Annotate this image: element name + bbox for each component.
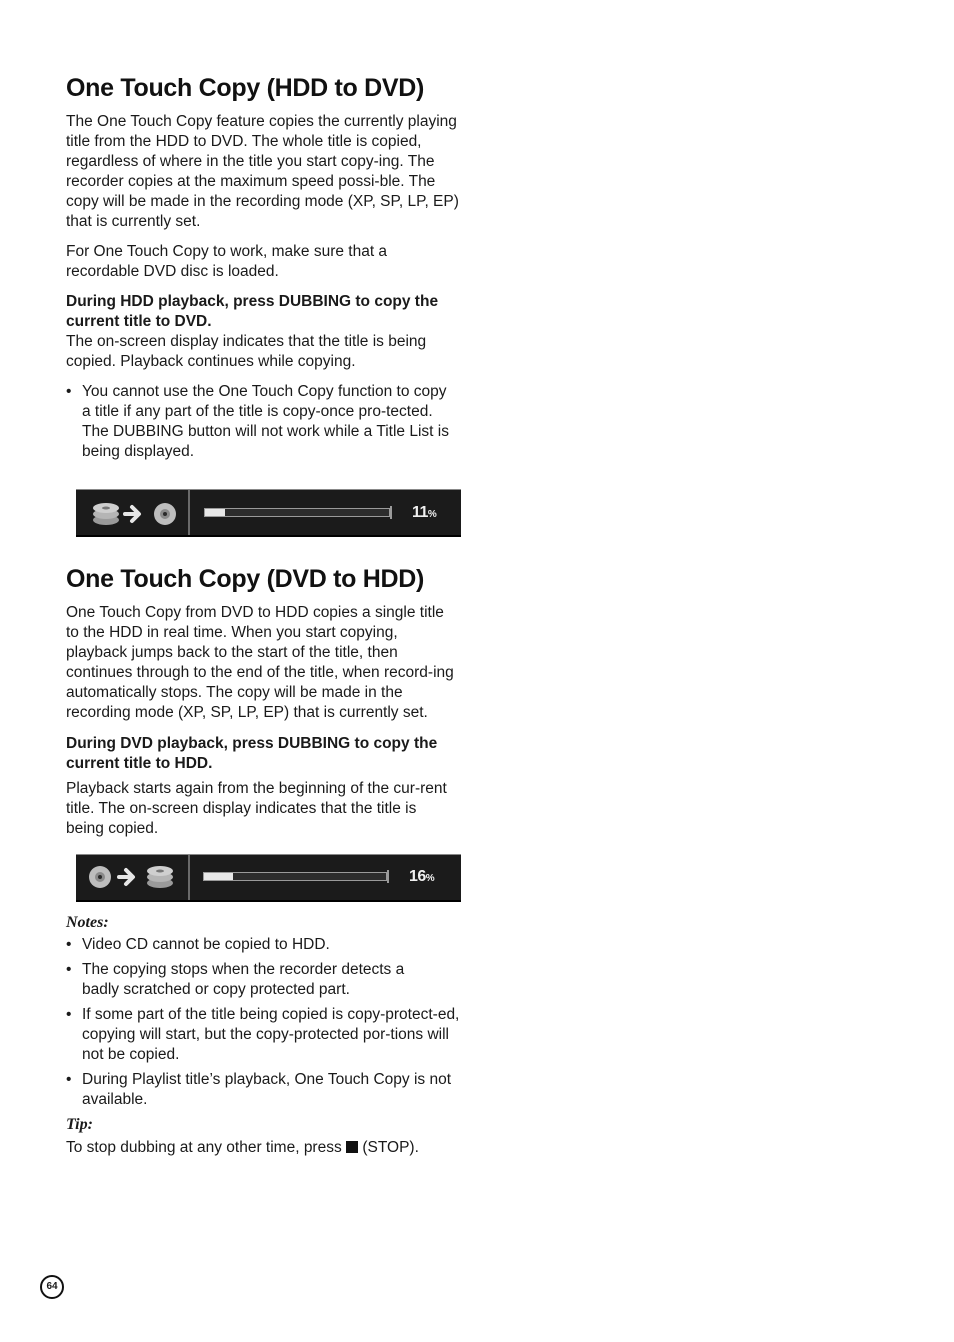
list-item: [66, 382, 452, 462]
dvd-disc-icon: [154, 503, 176, 525]
osd-description: The on-screen display indicates that the title is being copied. Playback continues while copying.: [66, 333, 427, 370]
notes-list: [66, 935, 466, 1110]
notes-heading: Notes:: [66, 914, 109, 931]
arrow-right-icon: [119, 870, 133, 884]
section-dvd-to-hdd: [66, 564, 466, 839]
list-item: • If some part of the title being copied is copy-protect-ed, copying will start, but the copy-protected por-tions will not be copied.: [66, 1005, 466, 1065]
osd-copy-progress-hdd-to-dvd: [76, 489, 461, 537]
intro-paragraph: The One Touch Copy feature copies the currently playing title from the HDD to DVD. The whole title is copied, regardless of where in the title you start copy-ing. The recorder copies at the maximum speed possi-ble. The copy will be made in the recording mode (XP, SP, LP, EP) that is currently set.: [66, 113, 459, 230]
osd-icons: [76, 855, 190, 900]
progress-percent: [409, 868, 434, 886]
section-title: One Touch Copy (DVD to HDD): [66, 565, 425, 593]
progress-bar-end: [390, 506, 392, 519]
notes-section: [66, 913, 466, 1158]
list-item: • Video CD cannot be copied to HDD.: [66, 935, 466, 955]
section-title: One Touch Copy (HDD to DVD): [66, 74, 425, 102]
progress-bar: [203, 872, 387, 881]
percent-value: 16: [409, 868, 426, 885]
progress-bar-end: [387, 870, 389, 883]
progress-fill: [204, 873, 233, 880]
percent-unit: %: [427, 509, 437, 520]
osd-copy-progress-dvd-to-hdd: [76, 854, 461, 902]
intro-paragraph: One Touch Copy from DVD to HDD copies a single title to the HDD in real time. When you start copying, playback jumps back to the start of the title, then continues through to the end of the title, when record-ing automatically stops. The copy will be made in the recording mode (XP, SP, LP, EP) that is currently set.: [66, 604, 454, 721]
section-hdd-to-dvd: [66, 73, 466, 462]
instruction-text: During DVD playback, press DUBBING to copy the current title to HDD.: [66, 735, 438, 772]
progress-fill: [205, 509, 225, 516]
dvd-disc-icon: [89, 866, 111, 888]
caution-list: [66, 382, 466, 462]
hdd-icon: [147, 866, 173, 888]
arrow-right-icon: [125, 507, 139, 521]
progress-bar: [204, 508, 390, 517]
stop-icon: [346, 1141, 358, 1153]
progress-percent: [412, 504, 436, 522]
tip-text: [66, 1138, 466, 1158]
tip-text-after: (STOP).: [362, 1139, 419, 1156]
requirement-paragraph: For One Touch Copy to work, make sure that a recordable DVD disc is loaded.: [66, 243, 388, 280]
instruction-text: During HDD playback, press DUBBING to copy the current title to DVD.: [66, 293, 439, 330]
tip-heading: Tip:: [66, 1116, 93, 1133]
hdd-icon: [93, 503, 119, 525]
list-item: • During Playlist title’s playback, One Touch Copy is not available.: [66, 1070, 452, 1110]
tip-text-before: To stop dubbing at any other time, press: [66, 1139, 342, 1156]
percent-value: 11: [412, 504, 428, 521]
list-item: • The copying stops when the recorder detects a badly scratched or copy protected part.: [66, 960, 442, 1000]
percent-unit: %: [425, 873, 435, 884]
caution-text: You cannot use the One Touch Copy function to copy a title if any part of the title is copy-once pro-tected.: [82, 383, 447, 420]
osd-description: Playback starts again from the beginning of the cur-rent title. The on-screen display indicates that the title is being copied.: [66, 780, 447, 837]
page-number: 64: [40, 1275, 64, 1299]
osd-icons: [76, 490, 190, 535]
caution-text-2: The DUBBING button will not work while a Title List is being displayed.: [82, 423, 449, 460]
